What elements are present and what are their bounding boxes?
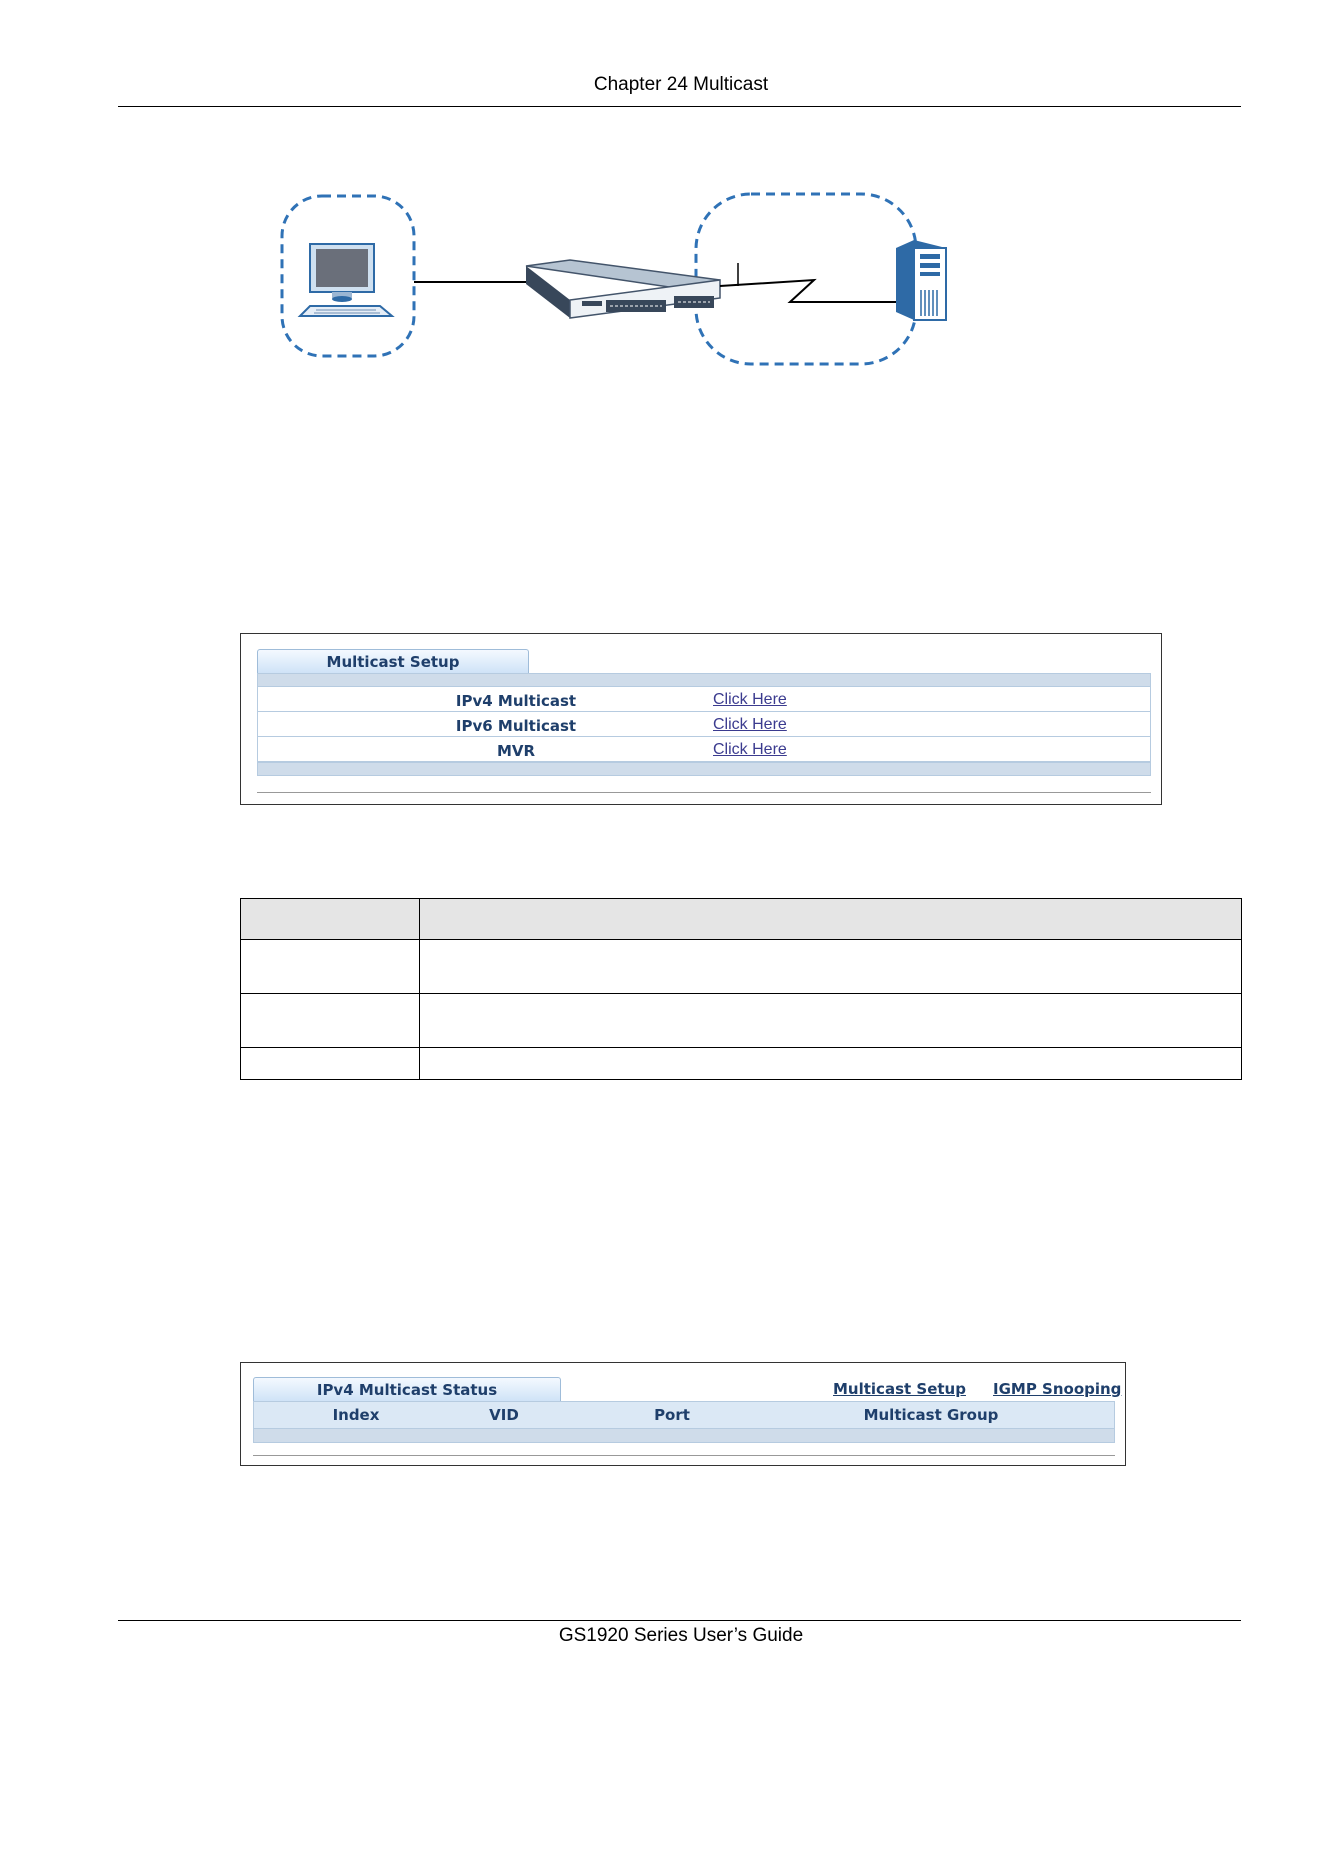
multicast-setup-screen bbox=[240, 633, 1162, 805]
field-description-table bbox=[240, 898, 1242, 1080]
ipv4-multicast-click-here-link[interactable]: Click Here bbox=[713, 691, 787, 708]
tab-multicast-setup[interactable]: Multicast Setup bbox=[257, 649, 529, 673]
row-label-ipv6-multicast: IPv6 Multicast bbox=[455, 717, 577, 735]
table-cell bbox=[420, 1048, 1242, 1080]
table-row bbox=[241, 1048, 1242, 1080]
footer-band bbox=[253, 1429, 1115, 1443]
computer-icon bbox=[300, 244, 392, 316]
table-row bbox=[241, 940, 1242, 994]
running-foot: GS1920 Series User’s Guide bbox=[558, 1625, 804, 1646]
table-row bbox=[241, 994, 1242, 1048]
ipv6-multicast-click-here-link[interactable]: Click Here bbox=[713, 716, 787, 733]
wan-link-icon bbox=[720, 280, 900, 302]
multicast-setup-link[interactable]: Multicast Setup bbox=[833, 1380, 966, 1398]
switch-icon bbox=[526, 260, 720, 318]
table-header-row bbox=[241, 899, 1242, 940]
server-zone-boundary bbox=[696, 194, 916, 364]
row-label-ipv4-multicast: IPv4 Multicast bbox=[455, 692, 577, 710]
column-header-port: Port bbox=[654, 1406, 690, 1424]
table-cell bbox=[420, 940, 1242, 994]
column-header-multicast-group: Multicast Group bbox=[863, 1406, 999, 1424]
row-label-mvr: MVR bbox=[496, 742, 536, 760]
server-icon bbox=[896, 240, 946, 320]
table-cell bbox=[241, 1048, 420, 1080]
header-rule bbox=[118, 106, 1241, 107]
column-header-vid: VID bbox=[489, 1406, 519, 1424]
table-cell bbox=[241, 940, 420, 994]
table-cell bbox=[241, 994, 420, 1048]
table-cell bbox=[241, 899, 420, 940]
table-cell bbox=[420, 994, 1242, 1048]
igmp-snooping-link[interactable]: IGMP Snooping bbox=[993, 1380, 1122, 1398]
running-head: Chapter 24 Multicast bbox=[593, 74, 769, 95]
header-band bbox=[257, 673, 1151, 687]
mvr-click-here-link[interactable]: Click Here bbox=[713, 741, 787, 758]
divider bbox=[257, 792, 1151, 793]
table-cell bbox=[420, 899, 1242, 940]
ipv4-multicast-status-screen bbox=[240, 1362, 1126, 1466]
footer-rule bbox=[118, 1620, 1241, 1621]
column-header-index: Index bbox=[332, 1406, 380, 1424]
footer-band bbox=[257, 762, 1151, 776]
network-diagram bbox=[270, 188, 990, 378]
tab-ipv4-multicast-status[interactable]: IPv4 Multicast Status bbox=[253, 1377, 561, 1401]
divider bbox=[253, 1455, 1115, 1456]
